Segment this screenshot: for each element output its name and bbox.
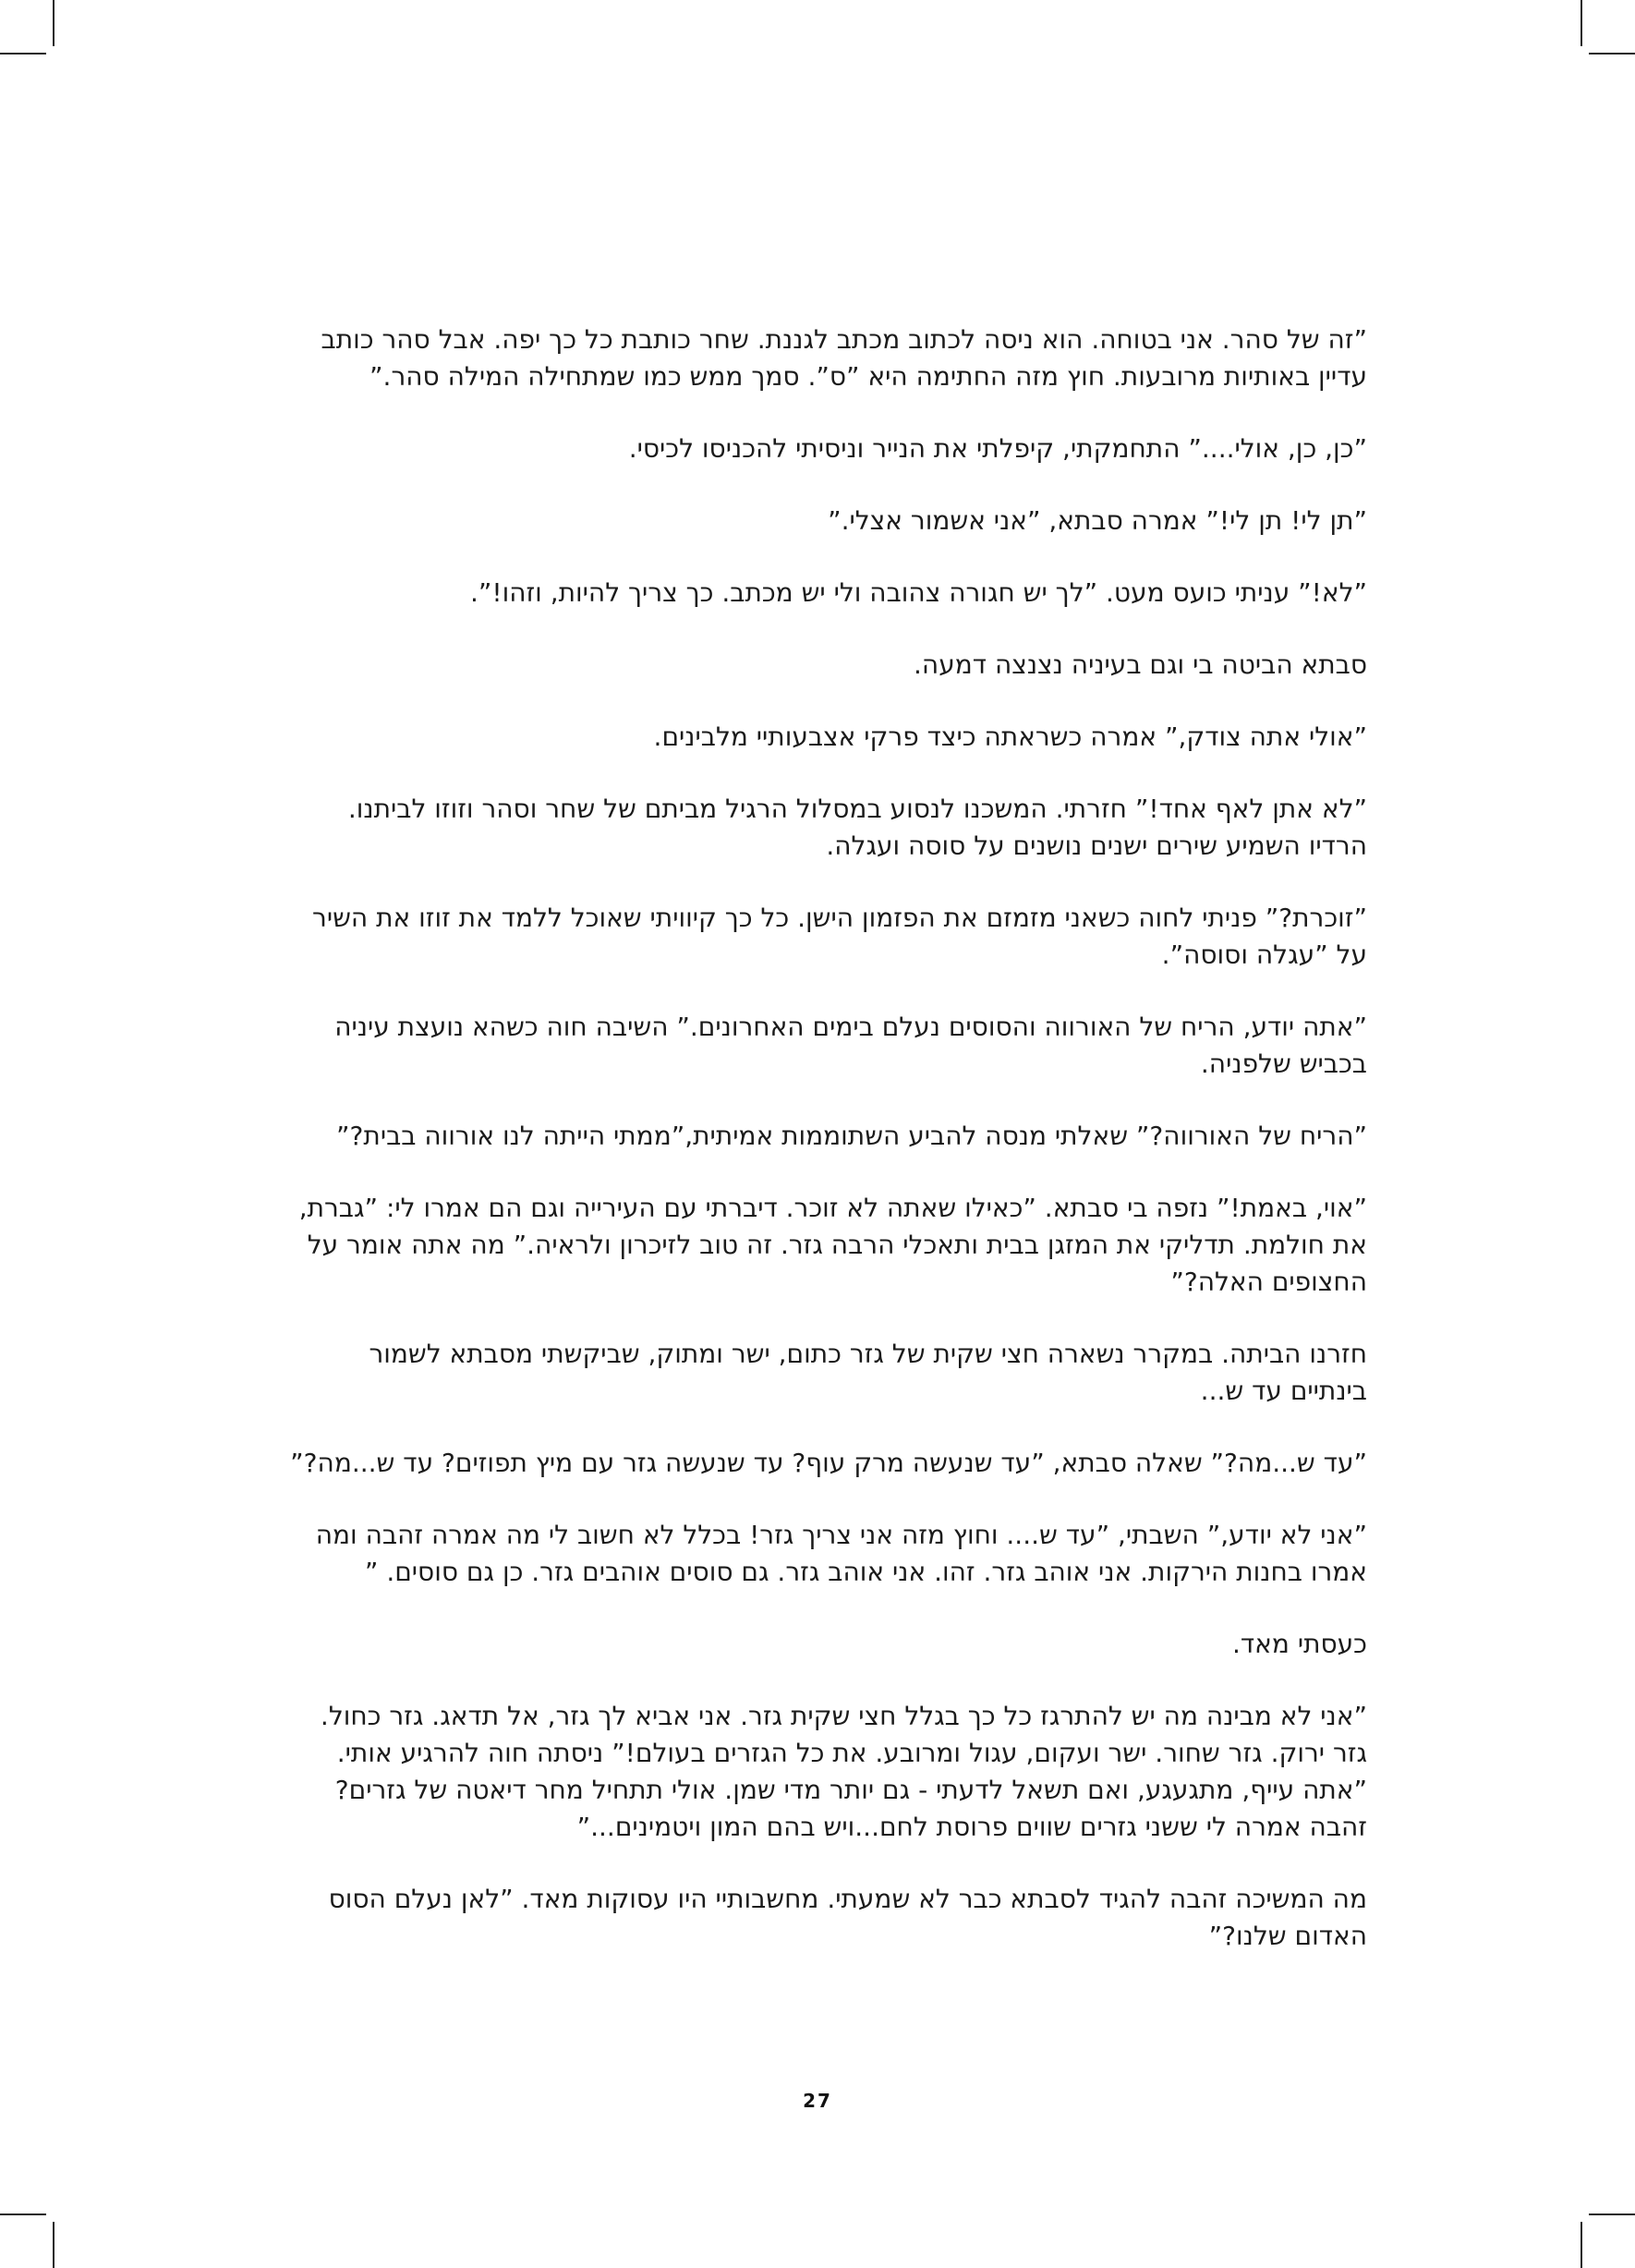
crop-mark-top-right-horizontal [1589, 53, 1635, 55]
paragraph: ”הריח של האורווה?” שאלתי מנסה להביע השתוממות אמיתית,”ממתי הייתה לנו אורווה בבית?” [336, 1121, 1367, 1151]
crop-mark-top-left-horizontal [0, 53, 46, 55]
crop-mark-top-left-vertical [53, 0, 54, 46]
page-number: 27 [803, 2090, 832, 2112]
paragraph: מה המשיכה זהבה להגיד לסבתא כבר לא שמעתי. מחשבותיי היו עסוקות מאד. ”לאן נעלם הסוס האדום שלנו?” [328, 1884, 1367, 1951]
paragraph: ”לא אתן לאף אחד!” חזרתי. המשכנו לנסוע במסלול הרגיל מביתם של שחר וסהר וזוזו לביתנו. הרדיו השמיע שירים ישנים נושנים על סוסה ועגלה. [347, 794, 1367, 861]
crop-mark-bottom-right-horizontal [1589, 2213, 1635, 2215]
paragraph: ”תן לי! תן לי!” אמרה סבתא, ”אני אשמור אצלי.” [828, 505, 1367, 536]
paragraph: ”אוי, באמת!” נזפה בי סבתא. ”כאילו שאתה לא זוכר. דיברתי עם העירייה וגם הם אמרו לי: ”גברת, את חולמת. תדליקי את המזגן בבית ותאכלי הרבה גזר. זה טוב לזיכרון ולראיה.” מה אתה אומר על החצופים האלה?” [298, 1193, 1367, 1297]
crop-mark-bottom-left-horizontal [0, 2213, 46, 2215]
paragraph: ”אני לא מבינה מה יש להתרגז כל כך בגלל חצי שקית גזר. אני אביא לך גזר, אל תדאג. גזר כחול. גזר ירוק. גזר שחור. ישר ועקום, עגול ומרובע. את כל הגזרים בעולם!” ניסתה חוה להרגיע אותי. ”אתה עייף, מתגעגע, ואם תשאל לדעתי - גם יותר מדי שמן. אולי תתחיל מחר דיאטה של גזרים? זהבה אמרה לי ששני גזרים שווים פרוסת לחם...ויש בהם המון ויטמינים...” [320, 1701, 1367, 1842]
paragraph: ”זה של סהר. אני בטוחה. הוא ניסה לכתוב מכתב לגננת. שחר כותבת כל כך יפה. אבל סהר כותב עדיין באותיות מרובעות. חוץ מזה החתימה היא ”ס”. סמך ממש כמו שמתחילה המילה סהר.” [321, 324, 1367, 392]
paragraph: כעסתי מאד. [1232, 1629, 1367, 1659]
body-text [286, 321, 1367, 1990]
paragraph: ”עד ש...מה?” שאלה סבתא, ”עד שנעשה מרק עוף? עד שנעשה גזר עם מיץ תפוזים? עד ש...מה?” [290, 1448, 1367, 1478]
crop-mark-bottom-left-vertical [53, 2222, 54, 2268]
paragraph: ”כן, כן, אולי....” התחמקתי, קיפלתי את הנייר וניסיתי להכניסו לכיסי. [628, 433, 1367, 464]
paragraph: ”לא!” עניתי כועס מעט. ”לך יש חגורה צהובה ולי יש מכתב. כך צריך להיות, וזהו!”. [469, 577, 1367, 608]
paragraph: סבתא הביטה בי וגם בעיניה נצנצה דמעה. [914, 649, 1367, 680]
paragraph: ”אולי אתה צודק,” אמרה כשראתה כיצד פרקי אצבעותיי מלבינים. [653, 722, 1367, 752]
paragraph: ”אתה יודע, הריח של האורווה והסוסים נעלם בימים האחרונים.” השיבה חוה כשהא נועצת עיניה בכביש שלפניה. [334, 1012, 1367, 1079]
paragraph: חזרנו הביתה. במקרר נשארה חצי שקית של גזר כתום, ישר ומתוק, שביקשתי מסבתא לשמור בינתיים עד ש... [369, 1339, 1367, 1406]
crop-mark-top-right-vertical [1580, 0, 1582, 46]
paragraph: ”זוכרת?” פניתי לחוה כשאני מזמזם את הפזמון הישן. כל כך קיוויתי שאוכל ללמד את זוזו את השיר על ”עגלה וסוסה”. [312, 903, 1367, 970]
paragraph: ”אני לא יודע,” השבתי, ”עד ש.... וחוץ מזה אני צריך גזר! בכלל לא חשוב לי מה אמרה זהבה ומה אמרו בחנות הירקות. אני אוהב גזר. זהו. אני אוהב גזר. גם סוסים אוהבים גזר. כן גם סוסים. ” [315, 1520, 1367, 1587]
crop-mark-bottom-right-vertical [1580, 2222, 1582, 2268]
